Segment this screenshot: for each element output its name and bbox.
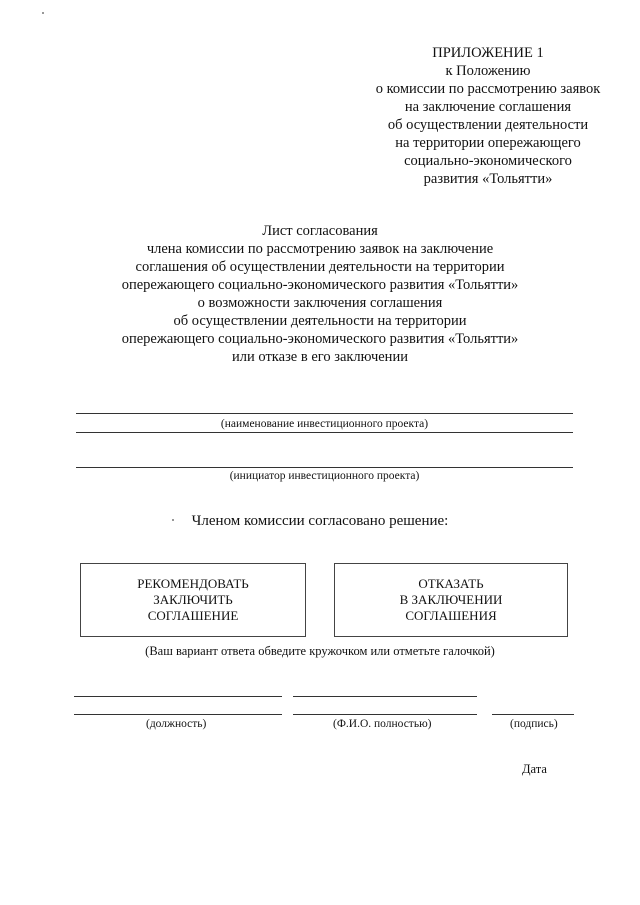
- recommend-option-line: СОГЛАШЕНИЕ: [147, 608, 239, 623]
- full-name-line-top[interactable]: [293, 696, 477, 697]
- answer-hint: (Ваш вариант ответа обведите кружочком или отметьте галочкой): [145, 644, 495, 658]
- sheet-title-line: опережающего социально-экономического развития «Тольятти»: [121, 331, 519, 347]
- appendix-line: на территории опережающего: [395, 135, 581, 151]
- refuse-option-line: СОГЛАШЕНИЯ: [405, 608, 497, 623]
- project-name-line[interactable]: [76, 413, 573, 414]
- appendix-line: социально-экономического: [404, 153, 572, 169]
- date-label: Дата: [522, 762, 547, 776]
- position-line-top[interactable]: [74, 696, 282, 697]
- refuse-option-line: ОТКАЗАТЬ: [418, 576, 484, 591]
- sheet-title-line: члена комиссии по рассмотрению заявок на заключение: [146, 241, 494, 257]
- position-caption: (должность): [146, 718, 207, 730]
- initiator-caption: (инициатор инвестиционного проекта): [229, 470, 420, 482]
- position-line[interactable]: [74, 714, 282, 715]
- signature-line[interactable]: [492, 714, 574, 715]
- project-name-line-2[interactable]: [76, 432, 573, 433]
- scan-speck: [42, 12, 44, 14]
- approval-sheet-title: [70, 222, 570, 366]
- scan-speck: [172, 519, 174, 521]
- appendix-line: о комиссии по рассмотрению заявок: [375, 81, 601, 97]
- sheet-heading: Лист согласования: [262, 223, 378, 239]
- sheet-title-line: о возможности заключения соглашения: [197, 295, 443, 311]
- appendix-title: ПРИЛОЖЕНИЕ 1: [432, 45, 544, 61]
- sheet-title-line: опережающего социально-экономического развития «Тольятти»: [121, 277, 519, 293]
- refuse-option-line: В ЗАКЛЮЧЕНИИ: [399, 592, 503, 607]
- project-name-caption: (наименование инвестиционного проекта): [220, 418, 429, 430]
- recommend-option-line: РЕКОМЕНДОВАТЬ: [137, 576, 249, 591]
- appendix-line: к Положению: [445, 63, 531, 79]
- refuse-option-box[interactable]: [334, 563, 568, 637]
- recommend-option-line: ЗАКЛЮЧИТЬ: [153, 592, 233, 607]
- sheet-title-line: или отказе в его заключении: [232, 349, 408, 365]
- appendix-line: развития «Тольятти»: [423, 171, 553, 187]
- full-name-caption: (Ф.И.О. полностью): [333, 718, 432, 730]
- sheet-title-line: соглашения об осуществлении деятельности на территории: [135, 259, 505, 275]
- initiator-line[interactable]: [76, 467, 573, 468]
- signature-caption: (подпись): [510, 718, 558, 730]
- sheet-title-line: об осуществлении деятельности на территории: [173, 313, 467, 329]
- appendix-line: на заключение соглашения: [404, 99, 572, 115]
- appendix-header: [338, 44, 638, 188]
- appendix-line: об осуществлении деятельности: [387, 117, 589, 133]
- full-name-line[interactable]: [293, 714, 477, 715]
- decision-heading: Членом комиссии согласовано решение:: [191, 513, 449, 529]
- recommend-option-box[interactable]: [80, 563, 306, 637]
